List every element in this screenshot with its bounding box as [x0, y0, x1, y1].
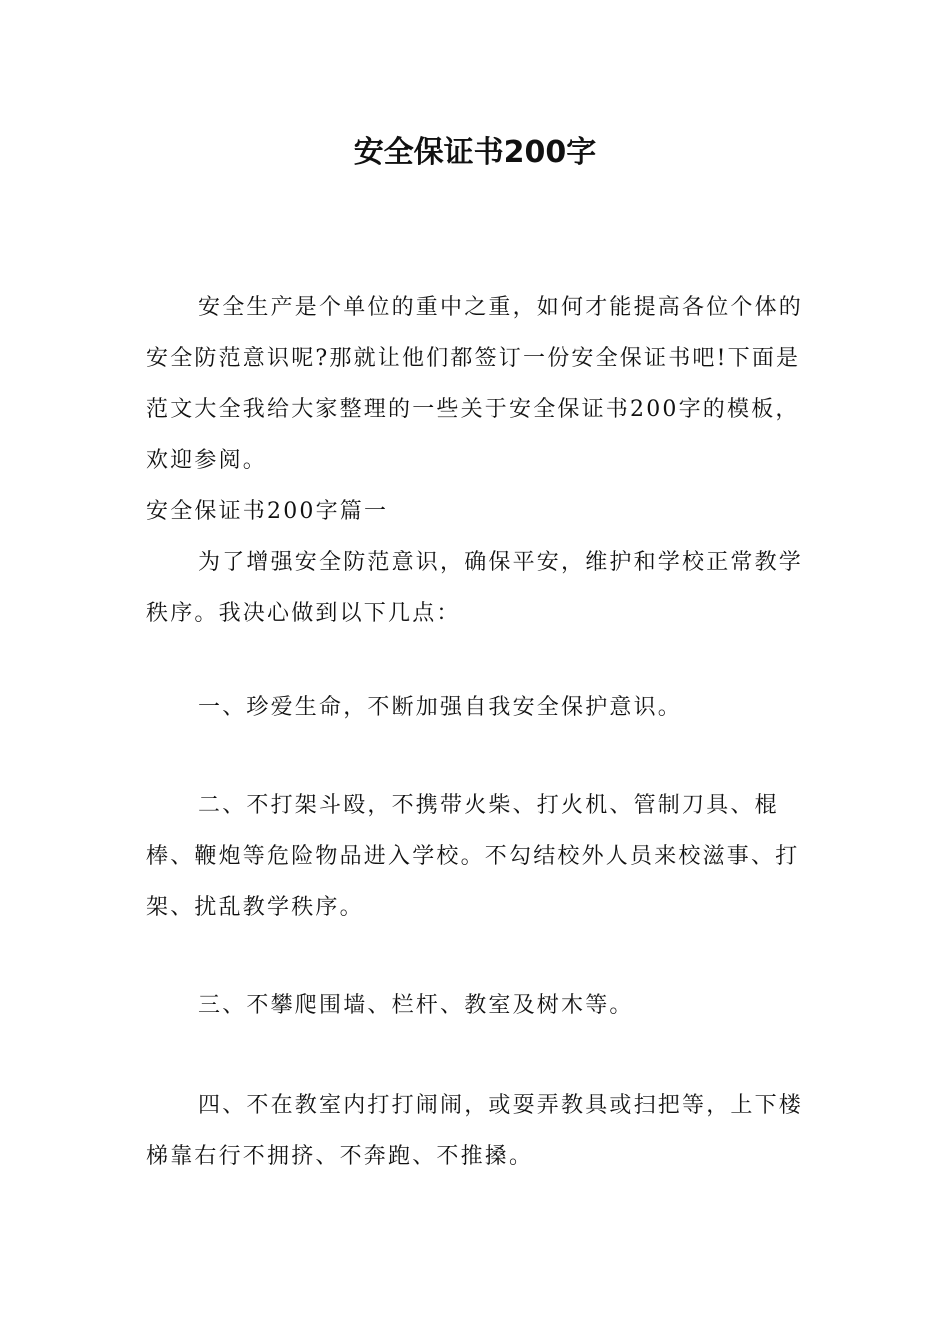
- section-heading: 安全保证书200字篇一: [146, 499, 389, 524]
- pledge-intro-paragraph: 为了增强安全防范意识，确保平安，维护和学校正常教学秩序。我决心做到以下几点：: [146, 550, 804, 626]
- pledge-item-3: [146, 980, 810, 1031]
- pledge-item-text: 四、不在教室内打打闹闹，或耍弄教具或扫把等，上下楼梯靠右行不拥挤、不奔跑、不推搡。: [146, 1093, 804, 1169]
- intro-block: [146, 282, 810, 639]
- intro-paragraph: 安全生产是个单位的重中之重，如何才能提高各位个体的安全防范意识呢?那就让他们都签订一份安全保证书吧!下面是范文大全我给大家整理的一些关于安全保证书200字的模板，欢迎参阅。: [146, 295, 804, 473]
- pledge-item-text: 一、珍爱生命，不断加强自我安全保护意识。: [198, 695, 683, 720]
- pledge-item-2: [146, 780, 810, 933]
- pledge-item-text: 三、不攀爬围墙、栏杆、教室及树木等。: [198, 993, 634, 1018]
- pledge-item-text: 二、不打架斗殴，不携带火柴、打火机、管制刀具、棍棒、鞭炮等危险物品进入学校。不勾结校外人员来校滋事、打架、扰乱教学秩序。: [146, 793, 800, 920]
- pledge-item-4: [146, 1080, 810, 1182]
- pledge-item-1: [146, 682, 810, 733]
- document-title: 安全保证书200字: [353, 135, 597, 170]
